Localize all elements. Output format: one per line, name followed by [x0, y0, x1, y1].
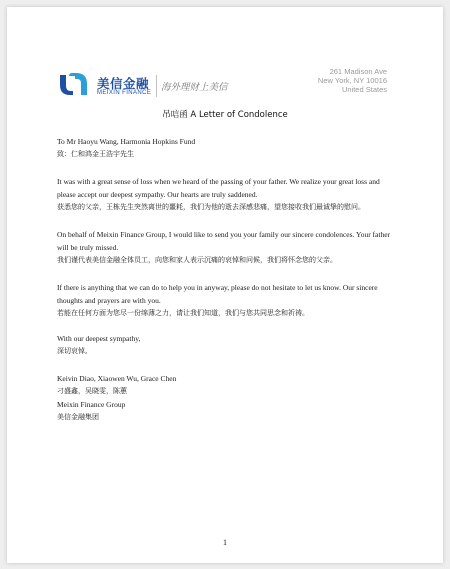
salutation: [57, 135, 397, 161]
signature-org-en: Meixin Finance Group: [57, 400, 126, 409]
brand-name-en: MEIXIN FINANCE: [97, 90, 152, 96]
letter-title: 吊唁函 A Letter of Condolence: [162, 110, 288, 120]
salutation-en: To Mr Haoyu Wang, Harmonia Hopkins Fund: [57, 137, 196, 146]
signature-names-en: Keivin Diao, Xiaowen Wu, Grace Chen: [57, 374, 177, 383]
signature: [57, 372, 397, 424]
signature-names-cn: 刁盛鑫，吴晓雯，陈蕙: [57, 387, 127, 395]
paragraph-3-en: If there is anything that we can do to help you in anyway, please do not hesitate to let us know. Our sincere thoughts and prayers are with you.: [57, 283, 378, 305]
page-number: 1: [223, 538, 227, 547]
signature-org-cn: 美信金融集团: [57, 413, 99, 421]
address-line-1: 261 Madison Ave: [329, 67, 387, 76]
paragraph-2: [57, 228, 397, 267]
salutation-cn: 致：仁和鸿金王浩宇先生: [57, 150, 134, 158]
address-line-3: United States: [341, 85, 387, 94]
paragraph-1-cn: 获悉您的父亲，王栋先生突然离世的噩耗，我们为他的逝去深感悲痛，望您接收我们最诚挚的慰问。: [57, 203, 365, 211]
company-address: [318, 67, 387, 94]
paragraph-2-en: On behalf of Meixin Finance Group, I would like to send you your family our sincere condolences. Your father will be truly missed.: [57, 230, 391, 252]
paragraph-1: [57, 175, 397, 214]
meixin-logo-icon: [57, 72, 91, 96]
closing-cn: 深切哀悼,: [57, 347, 88, 355]
address-line-2: New York, NY 10016: [317, 76, 387, 85]
closing-en: With our deepest sympathy,: [57, 334, 141, 343]
paragraph-2-cn: 我们谨代表美信金融全体员工，向您和家人表示沉痛的哀悼和问候，我们将怀念您的父亲。: [57, 256, 337, 264]
logo-divider: [156, 75, 157, 97]
paragraph-3: [57, 281, 397, 320]
paragraph-3-cn: 若能在任何方面为您尽一份绵薄之力，请让我们知道，我们与您共同思念和祈祷。: [57, 309, 309, 317]
company-logo: [57, 72, 227, 102]
brand-name-cn: 美信金融: [97, 76, 150, 91]
paragraph-1-en: It was with a great sense of loss when we heard of the passing of your father. We realize your great loss and please accept our deepest sympathy. Our hearts are truly saddened.: [57, 177, 380, 199]
closing: [57, 332, 397, 358]
brand-slogan: 海外理财上美信: [161, 82, 228, 93]
letter-page: [7, 7, 443, 563]
letter-body: [57, 135, 397, 433]
